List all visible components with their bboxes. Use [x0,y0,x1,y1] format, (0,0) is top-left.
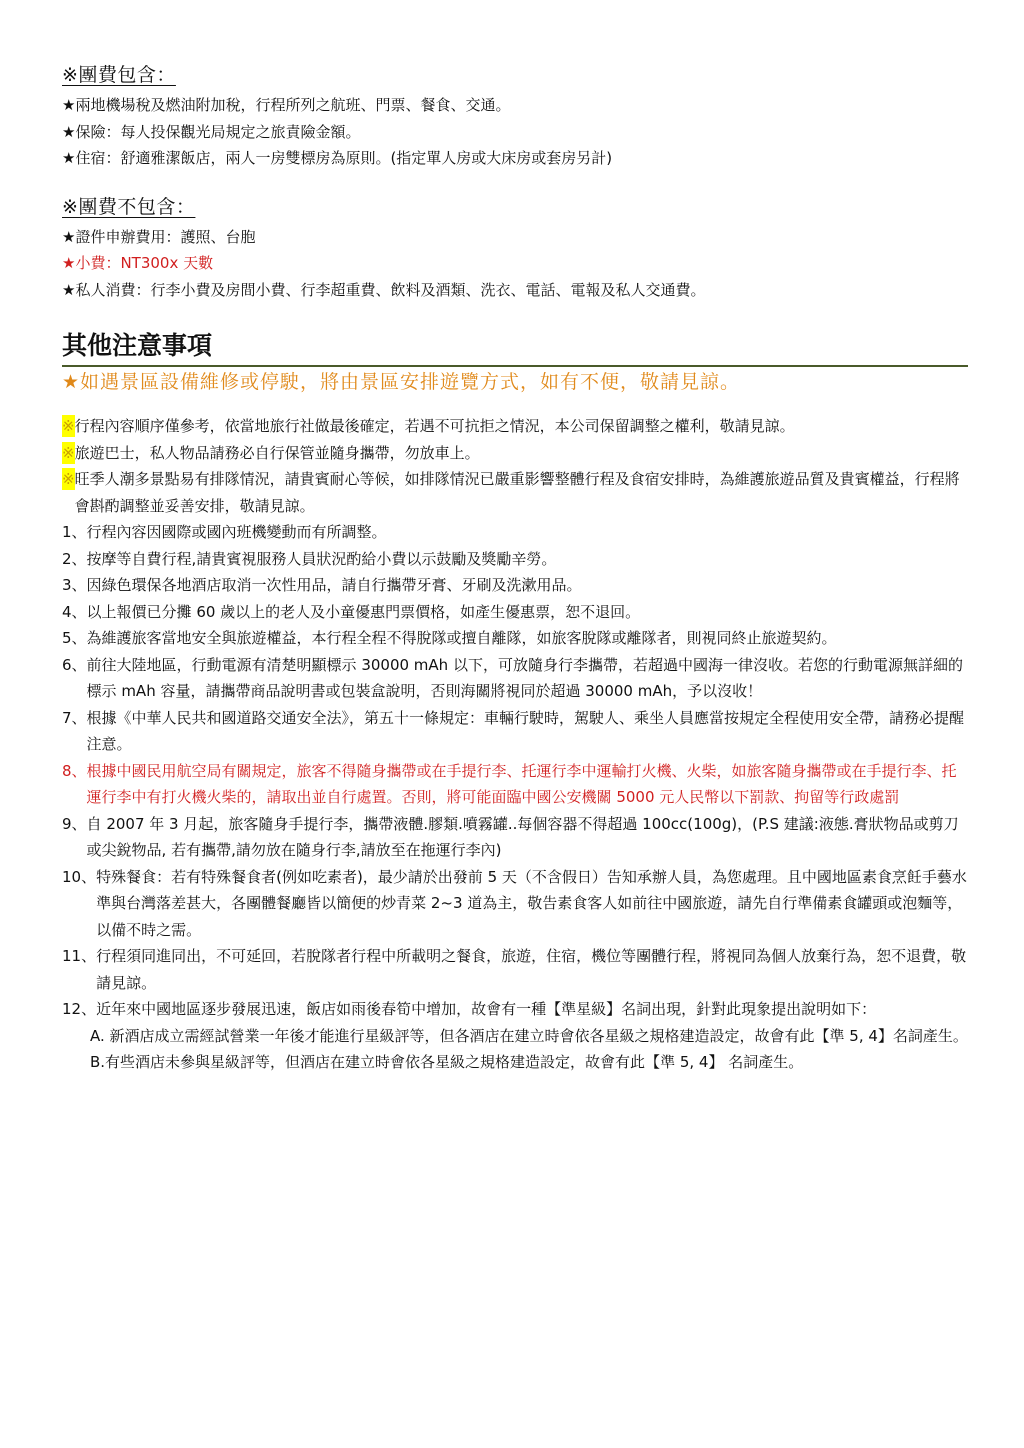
item-number: 11、 [62,947,97,965]
numbered-item [62,996,968,1023]
highlight-note [62,466,968,519]
item-text: 按摩等自費行程,請貴賓視服務人員狀況酌給小費以示鼓勵及獎勵辛勞。 [86,549,557,568]
excluded-item-tip: ★小費：NT300x 天數 [62,254,214,272]
page [62,62,968,1076]
included-item: ★住宿：舒適雅潔飯店，兩人一房雙標房為原則。(指定單人房或大床房或套房另計) [62,149,613,167]
highlight-note [62,413,968,440]
excluded-heading: ※團費不包含： [62,195,196,218]
item-text: 近年來中國地區逐步發展迅速，飯店如雨後春筍中增加，故會有一種【準星級】名詞出現，針對此現象提出說明如下： [96,1000,877,1018]
highlight-note-text: 旺季人潮多景點易有排隊情況，請貴賓耐心等候，如排隊情況已嚴重影響整體行程及食宿安排時，為維護旅遊品質及貴賓權益，行程將會斟酌調整並妥善安排，敬請見諒。 [74,470,960,515]
item-text: 行程內容因國際或國內班機變動而有所調整。 [86,523,387,541]
numbered-item [62,572,968,599]
item-number: 12、 [62,1000,97,1018]
excluded-section [62,194,968,304]
numbered-item [62,546,968,573]
item-text: 特殊餐食：若有特殊餐食者(例如吃素者)，最少請於出發前 5 天（不含假日）告知承辦人員，為您處理。且中國地區素食烹飪手藝水準與台灣落差甚大，各團體餐廳皆以簡便的炒青菜 2~3 道為主，敬告素食客人如前往中國旅遊，請先自行準備素食罐頭或泡麵等，以備不時之需。 [96,867,967,939]
notes-section [62,329,968,1076]
sub-item-b: B.有些酒店未參與星級評等，但酒店在建立時會依各星級之規格建造設定，故會有此【準 5, 4】 名詞產生。 [90,1053,804,1071]
highlight-note-text: 行程內容順序僅參考，依當地旅行社做最後確定，若遇不可抗拒之情況，本公司保留調整之權利，敬請見諒。 [74,417,795,435]
included-section [62,62,968,172]
item-text: 以上報價已分攤 60 歲以上的老人及小童優惠門票價格，如產生優惠票，恕不退回。 [86,602,641,621]
item-text: 根據《中華人民共和國道路交通安全法》，第五十一條規定：車輛行駛時，駕駛人、乘坐人員應當按規定全程使用安全帶，請務必提醒注意。 [86,708,965,753]
included-item: ★保險：每人投保觀光局規定之旅責險金額。 [62,122,361,141]
item-number: 4、 [62,602,87,621]
highlight-note-text: 旅遊巴士，私人物品請務必自行保管並隨身攜帶，勿放車上。 [74,443,480,462]
item-text: 自 2007 年 3 月起，旅客隨身手提行李，攜帶液體.膠類.噴霧罐..每個容器不得超過 100cc(100g)，(P.S 建議:液態.膏狀物品或剪刀或尖銳物品, 若有攜帶,請勿放在隨身行李,請放至在拖運行李內) [86,814,959,859]
excluded-item: ★私人消費：行李小費及房間小費、行李超重費、飲料及酒類、洗衣、電話、電報及私人交通費。 [62,280,706,299]
numbered-item [62,943,968,996]
excluded-item: ★證件申辦費用：護照、台胞 [62,227,256,246]
included-item: ★兩地機場稅及燃油附加稅，行程所列之航班、門票、餐食、交通。 [62,96,511,114]
notes-title: 其他注意事項 [62,329,968,367]
highlight-mark: ※ [62,470,75,488]
numbered-item [62,811,968,864]
numbered-item [62,599,968,626]
highlight-mark: ※ [62,417,75,435]
notes-subtitle: ★如遇景區設備維修或停駛，將由景區安排遊覽方式，如有不便，敬請見諒。 [62,371,741,393]
item-number: 6、 [62,655,87,674]
included-heading: ※團費包含： [62,64,176,86]
item-text: 為維護旅客當地安全與旅遊權益，本行程全程不得脫隊或擅自離隊，如旅客脫隊或離隊者，則視同終止旅遊契約。 [86,629,837,647]
numbered-item [62,864,968,944]
sub-item-a: A. 新酒店成立需經試營業一年後才能進行星級評等，但各酒店在建立時會依各星級之規格建造設定，故會有此【準 5, 4】名詞產生。 [90,1026,968,1045]
highlight-mark: ※ [62,443,75,462]
item-number: 10、 [62,867,97,886]
numbered-item [62,625,968,652]
numbered-item [62,705,968,758]
item-text: 前往大陸地區，行動電源有清楚明顯標示 30000 mAh 以下，可放隨身行李攜帶，若超過中國海一律沒收。若您的行動電源無詳細的標示 mAh 容量，請攜帶商品說明書或包裝盒說明，否則海關將視同於超過 30000 mAh，予以沒收！ [86,655,963,700]
numbered-item-warning [62,758,968,811]
numbered-item [62,652,968,705]
item-number: 5、 [62,629,87,647]
item-number: 7、 [62,708,87,727]
item-number: 2、 [62,549,87,568]
item-text: 因綠色環保各地酒店取消一次性用品，請自行攜帶牙膏、牙刷及洗漱用品。 [86,576,582,594]
item-number: 9、 [62,814,87,833]
item-number: 8、 [62,761,87,780]
highlight-note [62,440,968,467]
item-text: 根據中國民用航空局有關規定，旅客不得隨身攜帶或在手提行李、托運行李中運輸打火機、火柴，如旅客隨身攜帶或在手提行李、托運行李中有打火機火柴的，請取出並自行處置。否則，將可能面臨中國公安機關 5000 元人民幣以下罰款、拘留等行政處罰 [86,761,957,806]
item-number: 1、 [62,523,87,541]
item-text: 行程須同進同出，不可延回，若脫隊者行程中所載明之餐食，旅遊，住宿，機位等團體行程，將視同為個人放棄行為，恕不退費，敬請見諒。 [96,947,967,992]
numbered-item [62,519,968,546]
item-number: 3、 [62,576,87,594]
